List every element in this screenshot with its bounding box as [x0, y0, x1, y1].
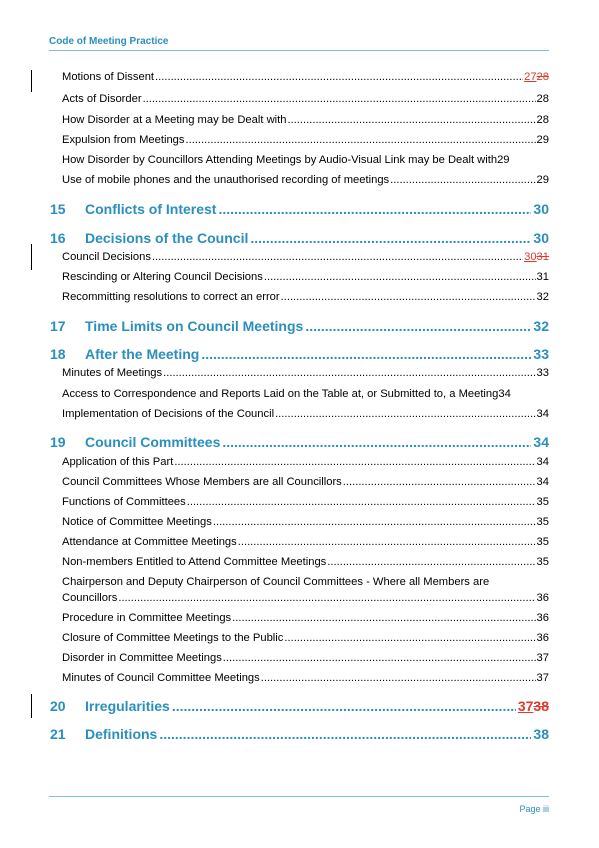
toc-entry[interactable]: How Disorder by Councillors Attending Meetings by Audio-Visual Link may be Dealt with 29 — [62, 154, 510, 166]
toc-entry[interactable]: Minutes of Meetings ..... 33 — [62, 367, 549, 380]
footer-rule — [49, 796, 549, 797]
change-bar — [31, 694, 32, 718]
page-number: Page iii — [519, 804, 549, 814]
toc-entry[interactable]: Closure of Committee Meetings to the Public ..... 36 — [62, 632, 549, 645]
toc-entry[interactable]: Disorder in Committee Meetings ..... 37 — [62, 652, 549, 665]
toc-entry[interactable]: Use of mobile phones and the unauthorised recording of meetings ..... 29 — [62, 174, 549, 187]
toc-entry[interactable]: Implementation of Decisions of the Council ..... 34 — [62, 408, 549, 421]
toc-entry[interactable]: Attendance at Committee Meetings ..... 35 — [62, 536, 549, 549]
running-header: Code of Meeting Practice — [49, 36, 169, 47]
toc-entry[interactable]: Notice of Committee Meetings ..... 35 — [62, 516, 549, 529]
toc-entry[interactable]: Chairperson and Deputy Chairperson of Council Committees - Where all Members are Councillors ..... 36 — [62, 575, 549, 605]
toc-entry[interactable]: How Disorder at a Meeting may be Dealt with ..... 28 — [62, 114, 549, 127]
toc-entry[interactable]: Functions of Committees ..... 35 — [62, 496, 549, 509]
toc-entry[interactable]: Rescinding or Altering Council Decisions ..... 31 — [62, 271, 549, 284]
toc-entry[interactable]: Non-members Entitled to Attend Committee Meetings ..... 35 — [62, 556, 549, 569]
change-bar — [31, 70, 32, 92]
toc-entry[interactable]: Council Committees Whose Members are all Councillors ..... 34 — [62, 476, 549, 489]
toc-entry[interactable]: Motions of Dissent ..... 2728 — [62, 71, 549, 84]
change-bar — [31, 244, 32, 270]
toc-entry[interactable]: Procedure in Committee Meetings ..... 36 — [62, 612, 549, 625]
toc-entry[interactable]: Application of this Part ..... 34 — [62, 456, 549, 469]
toc-entry[interactable]: Expulsion from Meetings ..... 29 — [62, 134, 549, 147]
toc-entry[interactable]: Council Decisions ..... 3031 — [62, 251, 549, 264]
toc-entry[interactable]: Minutes of Council Committee Meetings ..... 37 — [62, 672, 549, 685]
toc-entry[interactable]: Recommitting resolutions to correct an error ..... 32 — [62, 291, 549, 304]
toc-entry[interactable]: Access to Correspondence and Reports Laid on the Table at, or Submitted to, a Meeting 34 — [62, 388, 511, 400]
table-of-contents: Motions of Dissent ..... 2728 Acts of Disorder ..... 28 How Disorder at a Meeting may be Dealt with ..... 28 Expulsion from Meetings ..... 29 How Disorder by Councillors Attending Meetings by Audio-Visual Link may be Dealt with 29 Use of mobile phones and the unauthorised recording of meetings ..... 29 15 Conflicts of Interest ..... 30 16 Decisions of the Council ..... 30 Council Decisions ..... 3031 Rescinding or Altering Council Decisions ..... 31 Recommitting resolutions to correct an error ..... 32 17 Time Limits on Council Meetings ..... 32 18 After the Meeting ..... 33 Minutes of Meetings ..... 33 Access to Correspondence and Reports Laid on the Table at, or Submitted to, a Meeting 34 Implementation of Decisions of the Council ..... 34 19 Council Committees ..... 34 Application of this Part ..... 34 Council Committees Whose Members are all Councillors ..... 34 Functions of Committees ..... 35 Notice of Committee Meetings ..... 35 Attendance at Committee Meetings ..... 35 Non-members Entitled to Attend Committee Meetings ..... 35 Chairperson and Deputy Chairperson of Council Committees - Where all Members are Councillors ..... 36 Procedure in Committee Meetings ..... 36 Closure of Committee Meetings to the Public ..... 36 Disorder in Committee Meetings ..... 37 Minutes of Council Committee Meetings ..... 37 20 Irregularities ..... 3738 21 Definitions ..... 38 — [62, 0, 549, 848]
toc-entry[interactable]: Acts of Disorder ..... 28 — [62, 93, 549, 106]
